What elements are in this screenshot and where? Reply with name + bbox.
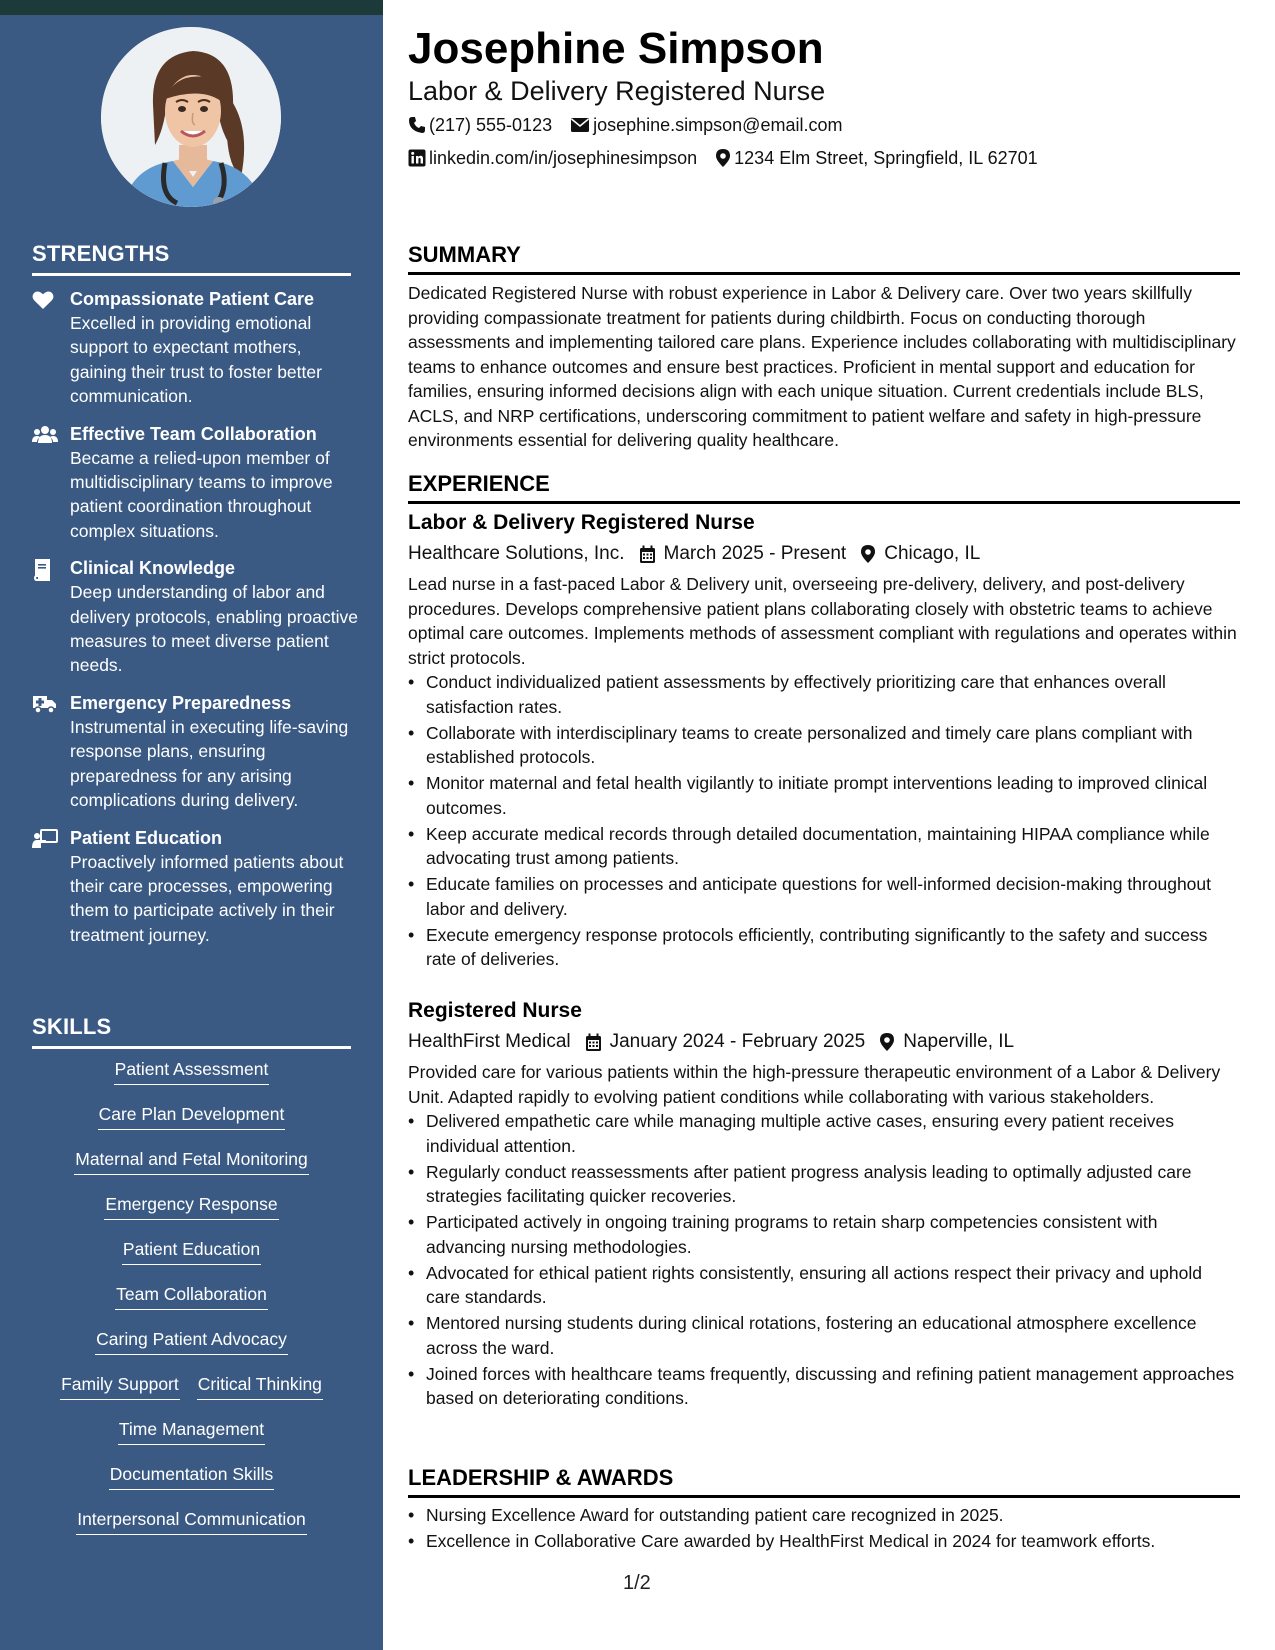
contact-address: [715, 146, 1038, 170]
awards-list: [408, 1503, 1240, 1555]
strength-description: Excelled in providing emotional support to expectant mothers, gaining their trust to foster better communication.: [70, 313, 322, 407]
candidate-title: Labor & Delivery Registered Nurse: [408, 76, 826, 106]
strength-description: Became a relied-upon member of multidisciplinary teams to improve patient coordination throughout complex situations.: [70, 447, 333, 541]
contact-row: [408, 146, 1056, 170]
job-entry: [408, 997, 1240, 1412]
avatar: [101, 27, 281, 207]
sidebar: [0, 0, 383, 1650]
contact-email[interactable]: [570, 113, 842, 137]
job-company: Healthcare Solutions, Inc.: [408, 543, 625, 564]
job-bullet: • Educate families on processes and anticipate questions for well-informed decision-making throughout labor and delivery.: [408, 872, 1240, 921]
job-bullets: [408, 1109, 1240, 1411]
page-number: 1/2: [623, 1572, 651, 1594]
skill-tag: Emergency Response: [104, 1193, 278, 1220]
job-bullet: • Joined forces with healthcare teams frequently, discussing and refining patient management approaches based on deteriorating conditions.: [408, 1362, 1240, 1411]
contact-linkedin[interactable]: [408, 146, 697, 170]
job-location-text: Chicago, IL: [884, 543, 981, 564]
phone-text: (217) 555-0123: [429, 115, 553, 135]
strength-description: Deep understanding of labor and delivery protocols, enabling proactive measures to meet diverse patient needs.: [70, 582, 358, 676]
awards-heading: LEADERSHIP & AWARDS: [408, 1464, 1240, 1498]
email-text: josephine.simpson@email.com: [593, 115, 843, 135]
strengths-list: [32, 287, 362, 960]
skill-tag: Critical Thinking: [197, 1373, 323, 1400]
award-item: • Nursing Excellence Award for outstanding patient care recognized in 2025.: [408, 1503, 1240, 1528]
job-entry: [408, 509, 1240, 973]
strength-item: [32, 422, 362, 544]
contact-row: [408, 113, 860, 137]
job-bullet: • Mentored nursing students during clinical rotations, fostering an educational atmosphere excellence across the ward.: [408, 1311, 1240, 1360]
map-pin-icon: [860, 544, 876, 564]
job-role: Registered Nurse: [408, 999, 582, 1022]
envelope-icon: [570, 117, 590, 133]
job-bullet: • Keep accurate medical records through detailed documentation, maintaining HIPAA compliance while advocating trust among patients.: [408, 822, 1240, 871]
job-dates-text: March 2025 - Present: [663, 543, 847, 564]
address-text: 1234 Elm Street, Springfield, IL 62701: [734, 148, 1038, 168]
job-bullet: • Collaborate with interdisciplinary teams to create personalized and timely care plans compliant with established protocols.: [408, 721, 1240, 770]
strength-title: Emergency Preparedness: [70, 692, 292, 713]
skill-tag: Interpersonal Communication: [76, 1508, 307, 1535]
candidate-name: Josephine Simpson: [408, 24, 824, 73]
job-location-text: Naperville, IL: [903, 1031, 1015, 1052]
strength-description: Proactively informed patients about their care processes, empowering them to participate actively in their treatment journey.: [70, 851, 344, 945]
job-bullet: • Delivered empathetic care while managing multiple active cases, ensuring every patient receives individual attention.: [408, 1109, 1240, 1158]
map-pin-icon: [715, 148, 731, 168]
job-location: [879, 1028, 1014, 1056]
skill-tag: Team Collaboration: [115, 1283, 268, 1310]
strength-title: Patient Education: [70, 827, 223, 848]
job-bullet: • Regularly conduct reassessments after patient progress analysis leading to optimally adjusted care strategies facilitating quicker recoveries.: [408, 1160, 1240, 1209]
linkedin-text: linkedin.com/in/josephinesimpson: [429, 148, 698, 168]
contact-phone[interactable]: [408, 113, 552, 137]
skill-tag: Patient Assessment: [114, 1058, 270, 1085]
skill-tag: Documentation Skills: [109, 1463, 274, 1490]
skill-tag: Maternal and Fetal Monitoring: [74, 1148, 308, 1175]
job-dates: [639, 540, 847, 568]
skill-tag: Caring Patient Advocacy: [95, 1328, 288, 1355]
skill-tag: Patient Education: [122, 1238, 261, 1265]
calendar-icon: [585, 1033, 602, 1052]
skills-heading: SKILLS: [32, 1014, 351, 1049]
job-bullet: • Participated actively in ongoing training programs to retain sharp competencies consistent with advancing nursing methodologies.: [408, 1210, 1240, 1259]
job-bullets: [408, 670, 1240, 972]
strengths-heading: STRENGTHS: [32, 241, 351, 276]
job-role: Labor & Delivery Registered Nurse: [408, 511, 755, 534]
linkedin-icon: [408, 149, 426, 167]
experience-heading: EXPERIENCE: [408, 470, 1240, 504]
strength-item: [32, 556, 362, 678]
strength-title: Compassionate Patient Care: [70, 289, 315, 309]
job-bullet: • Advocated for ethical patient rights consistently, ensuring all actions respect their privacy and uphold care standards.: [408, 1261, 1240, 1310]
skill-tag: Care Plan Development: [98, 1103, 286, 1130]
award-item: • Excellence in Collaborative Care awarded by HealthFirst Medical in 2024 for teamwork efforts.: [408, 1529, 1240, 1554]
job-bullet: • Monitor maternal and fetal health vigilantly to initiate prompt interventions leading to improved clinical outcomes.: [408, 771, 1240, 820]
job-description: Lead nurse in a fast-paced Labor & Delivery unit, overseeing pre-delivery, delivery, and post-delivery procedures. Develops comprehensive patient plans collaborating closely with obstetric teams to achieve optimal care outcomes. Implements methods of assessment compliant with regulations and operates within strict protocols.: [408, 574, 1237, 668]
ambulance-icon: [32, 694, 58, 714]
skill-tag: Family Support: [60, 1373, 180, 1400]
skill-tag: Time Management: [118, 1418, 265, 1445]
strength-item: [32, 691, 362, 813]
job-bullet: • Conduct individualized patient assessments by effectively prioritizing care that enhances overall satisfaction rates.: [408, 670, 1240, 719]
phone-icon: [408, 116, 426, 134]
teacher-icon: [32, 829, 58, 849]
heart-icon: [32, 290, 54, 310]
sidebar-top-bar: [0, 0, 383, 15]
summary-heading: SUMMARY: [408, 241, 1240, 275]
nurse-portrait-image: [101, 27, 281, 207]
skills-list: [32, 1058, 351, 1553]
strength-title: Effective Team Collaboration: [70, 423, 317, 444]
strength-item: [32, 826, 362, 948]
job-description: Provided care for various patients within the high-pressure therapeutic environment of a Labor & Delivery Unit. Adapted rapidly to evolving patient conditions while collaborating with various stakeholders.: [408, 1062, 1221, 1107]
strength-item: [32, 287, 362, 409]
users-icon: [32, 425, 58, 445]
map-pin-icon: [879, 1032, 895, 1052]
job-dates-text: January 2024 - February 2025: [609, 1031, 866, 1052]
job-location: [860, 540, 980, 568]
job-bullet: • Execute emergency response protocols efficiently, contributing significantly to the safety and success rate of deliveries.: [408, 923, 1240, 972]
book-icon: [32, 559, 52, 581]
summary-text: Dedicated Registered Nurse with robust experience in Labor & Delivery care. Over two years skillfully providing compassionate treatment for patients during childbirth. Focus on conducting thorough assessments and implementing tailored care plans. Experience includes collaborating with multidisciplinary teams to enhance outcomes and ensure best practices. Proficient in mental support and education for families, ensuring informed decisions align with each unique situation. Current credentials include BLS, ACLS, and NRP certifications, underscoring commitment to patient welfare and safety in high-pressure environments essential for delivering quality healthcare.: [408, 283, 1236, 450]
job-dates: [585, 1028, 866, 1056]
strength-description: Instrumental in executing life-saving response plans, ensuring preparedness for any arising complications during delivery.: [70, 716, 349, 811]
strength-title: Clinical Knowledge: [70, 558, 236, 579]
job-company: HealthFirst Medical: [408, 1031, 571, 1052]
calendar-icon: [639, 545, 656, 564]
job-meta: [408, 1028, 1240, 1056]
job-meta: [408, 540, 1240, 568]
